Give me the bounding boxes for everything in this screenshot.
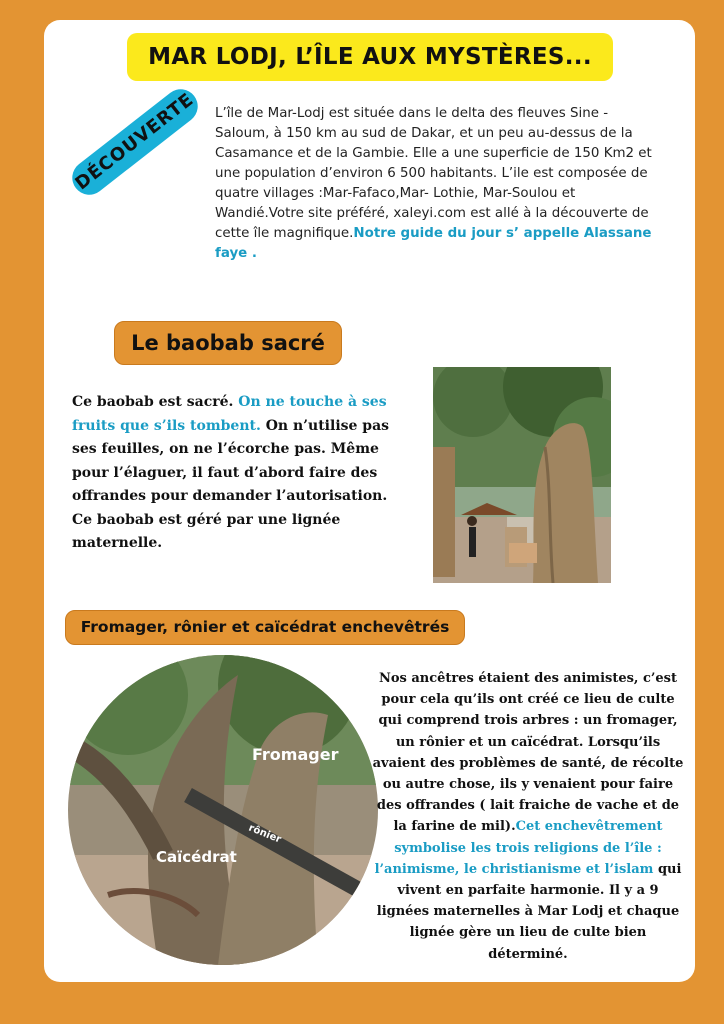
baobab-photo (433, 367, 611, 583)
baobab-illustration (433, 367, 611, 583)
trees-illustration (68, 655, 378, 965)
intro-paragraph (215, 104, 655, 264)
label-ronier: rônier (246, 822, 283, 846)
page-title: MAR LODJ, L’ÎLE AUX MYSTÈRES... (127, 33, 613, 81)
trees-text-end: qui vivent en parfaite harmonie. Il y a 9 lignées maternelles à Mar Lodj et chaque lignée gère un lieu de culte bien déterminé. (376, 861, 682, 962)
label-fromager: Fromager (252, 745, 339, 764)
trees-text-start: Nos ancêtres étaient des animistes, c’est pour cela qu’ils ont créé ce lieu de culte qui comprend trois arbres : un fromager, un rônier et un caïcédrat. Lorsqu’ils avaient des problèmes de santé, de récolte ou autre chose, ils y venaient pour faire des offrandes ( lait fraiche de vache et de la farine de mil). (372, 671, 684, 835)
intro-text: L’île de Mar-Lodj est située dans le delta des fleuves Sine - Saloum, à 150 km au sud de Dakar, et un peu au-dessus de la Casamance et de la Gambie. Elle a une superficie de 150 Km2 et une population d’environ 6 500 habitants. L’ile est composée de quatre villages :Mar-Fafaco,Mar- Lothie, Mar-Soulou et Wandié.Votre site préféré, xaleyi.com est allé à la découverte de cette île magnifique. (215, 106, 652, 241)
trees-photo (68, 655, 378, 965)
baobab-heading: Le baobab sacré (114, 321, 342, 365)
baobab-text-end: On n’utilise pas ses feuilles, on ne l’écorche pas. Même pour l’élaguer, il faut d’abord faire des offrandes pour demander l’autorisation. Ce baobab est géré par une lignée maternelle. (72, 417, 390, 551)
trees-heading: Fromager, rônier et caïcédrat enchevêtrés (65, 610, 465, 645)
intro-highlight: Notre guide du jour s’ appelle Alassane faye . (215, 226, 652, 261)
trees-paragraph (370, 668, 686, 965)
baobab-text-start: Ce baobab est sacré. (72, 394, 239, 410)
baobab-paragraph (72, 391, 412, 556)
baobab-highlight: On ne touche à ses fruits que s’ils tombent. (72, 394, 387, 434)
label-caicedrat: Caïcédrat (156, 848, 237, 866)
decouverte-ribbon: DÉCOUVERTE (65, 82, 204, 201)
trees-highlight: Cet enchevêtrement symbolise les trois religions de l’île : l’animisme, le christianisme et l’islam (374, 819, 663, 877)
